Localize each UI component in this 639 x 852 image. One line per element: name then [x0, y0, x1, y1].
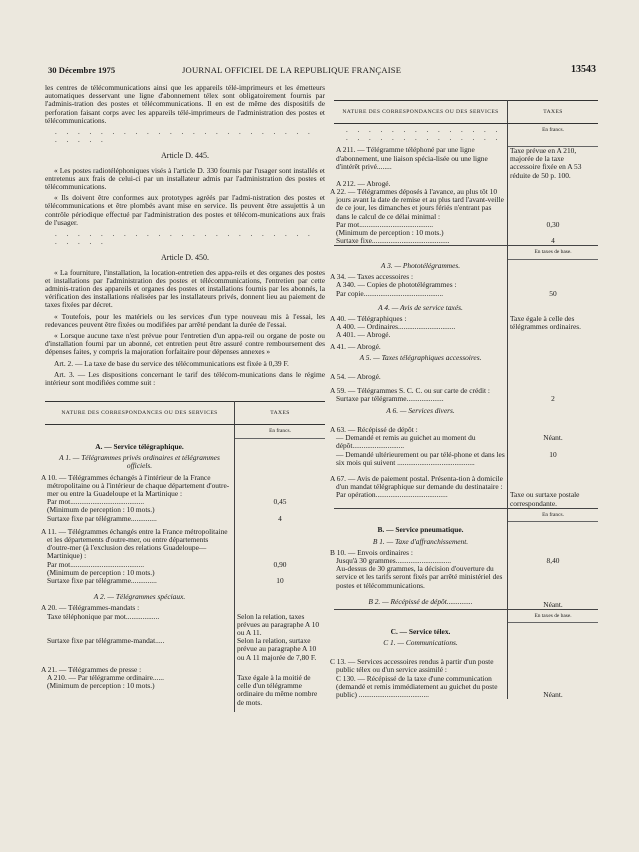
table-row: A 11. — Télégrammes échangés entre la France métropolitaine et les départements d'outre-mer, ou entre départements d'outre-mer (à l'exclusion des relations Guadeloupe—Martinique) :: [45, 523, 235, 561]
table-row: A 59. — Télégrammes S. C. C. ou sur carte de crédit :: [334, 381, 508, 395]
header-page-number: 13543: [571, 64, 596, 75]
subsection-heading: A 2. — Télégrammes spéciaux.: [93, 592, 186, 602]
table-row: Au-dessus de 30 grammes, la décision d'ouverture du service et les tarifs seront fixés par arrêté ministériel des postes et télécommunications.: [334, 565, 508, 590]
page-header: [48, 66, 596, 78]
table-row: A 211. — Télégramme téléphoné par une ligne d'abonnement, une liaison spécia-lisée ou une ligne d'intérêt privé........: [334, 146, 508, 179]
tax-value: 0,30: [546, 219, 560, 229]
tariff-table-left: [41, 401, 325, 712]
section-heading: A. — Service télégraphique.: [95, 442, 184, 451]
table-row: A 63. — Récépissé de dépôt :: [334, 418, 508, 434]
table-row: Par mot........................................: [45, 498, 235, 506]
table-row: Par mot........................................: [45, 561, 235, 569]
tax-value: 2: [551, 394, 555, 404]
subsection-heading: A 3. — Phototélégrammes.: [380, 261, 461, 271]
table-row: Surtaxe fixe par télégramme..............: [45, 515, 235, 523]
article-heading: Article D. 445.: [161, 151, 209, 161]
section-heading: B. — Service pneumatique.: [377, 525, 464, 535]
col-header-nature: NATURE DES CORRESPONDANCES OU DES SERVICES: [45, 402, 235, 425]
subsection-heading: A 6. — Services divers.: [386, 405, 455, 415]
section-heading: C. — Service télex.: [390, 626, 451, 636]
table-row: C 130. — Récépissé de la taxe d'une communication (demandé et remis immédiatement au guichet du poste public) ......................................: [334, 675, 508, 700]
tax-value: Néant.: [543, 689, 563, 699]
unit-label: En taxes de base.: [508, 610, 599, 623]
ellipsis-dots: . . . . . . . . . . . . . . . . . . . . . . . . . . . .: [55, 128, 314, 145]
table-row: A 20. — Télégrammes-mandats :: [45, 604, 235, 612]
table-row: A 67. — Avis de paiement postal. Présenta-tion à domicile d'un mandat télégraphique sur demande du destinataire :: [334, 467, 508, 491]
table-row: Jusqu'à 30 grammes..............................: [334, 557, 508, 565]
table-row: Par mot........................................: [334, 221, 508, 229]
table-row: A 34. — Taxes accessoires :: [334, 273, 508, 281]
table-row: Surtaxe par télégramme....................: [334, 395, 508, 403]
paragraph: « Les postes radiotéléphoniques visés à l'article D. 330 fournis par l'usager sont installés et entretenus aux frais de celui-ci par un installateur admis par l'administration des postes et télécommunications.: [45, 165, 325, 192]
unit-label: En taxes de base.: [508, 246, 599, 259]
tax-value: Néant.: [543, 433, 563, 443]
tax-value: Selon la relation, taxes prévues au paragraphe A 10 ou A 11.: [237, 611, 320, 638]
table-row: Par copie...........................................: [334, 290, 508, 298]
col-header-taxes: TAXES: [508, 101, 599, 124]
table-row: A 41. — Abrogé.: [334, 340, 508, 351]
tax-value: 10: [549, 449, 557, 459]
ellipsis-dots: . . . . . . . . . . . . . . . . . . . . . . . . . . . .: [55, 230, 314, 247]
table-row: A 400. — Ordinaires...............................: [334, 323, 508, 331]
right-column: [330, 100, 598, 699]
table-row: A 22. — Télégrammes déposés à l'avance, au plus tôt 10 jours avant la date de remise et au plus tard l'avant-veille de ce jour, les dimanches et jours fériés n'entrant pas dans le calcul de ce délai minimal :: [334, 188, 508, 221]
table-row: Taxe téléphonique par mot..................: [45, 613, 235, 638]
col-header-nature: NATURE DES CORRESPONDANCES OU DES SERVICES: [334, 101, 508, 124]
tax-value: 8,40: [546, 556, 560, 566]
paragraph: « Toutefois, pour les matériels ou les services d'un type nouveau mis à l'essai, les redevances peuvent être fixées ou modifiées par arrêté pendant la durée de l'essai.: [45, 311, 325, 329]
subsection-heading: B 2. — Récépissé de dépôt..............: [368, 596, 473, 606]
paragraph: « Ils doivent être conformes aux prototypes agréés par l'admi-nistration des postes et télécommunications et être plombés avant mise en service. Ils peuvent être assujettis à un contrôle périodique effectué par l'administration des postes et télécom-munications aux frais de l'usager.: [45, 193, 325, 227]
tax-value: 4: [278, 513, 282, 523]
header-title: JOURNAL OFFICIEL DE LA REPUBLIQUE FRANÇAISE: [182, 65, 402, 75]
article-heading: Article D. 450.: [161, 253, 209, 263]
table-row: A 210. — Par télégramme ordinaire......: [45, 674, 235, 682]
table-row: C 13. — Services accessoires rendus à partir d'un poste public télex ou d'un service assimilé :: [334, 650, 508, 674]
table-row: B 10. — Envois ordinaires :: [334, 549, 508, 557]
unit-label: En francs.: [508, 508, 599, 521]
tax-value: Taxe prévue en A 210, majorée de la taxe accessoire fixée en A 53 réduite de 50 p. 100.: [510, 145, 582, 180]
unit-label: En francs.: [508, 124, 599, 147]
table-row: (Minimum de perception : 10 mots.): [45, 682, 235, 712]
table-row: (Minimum de perception : 10 mots.): [334, 229, 508, 237]
tax-value: Selon la relation, surtaxe prévue au paragraphe A 10 ou A 11 majorée de 7,80 F.: [237, 636, 317, 662]
col-header-taxes: TAXES: [235, 402, 326, 425]
table-row: (Minimum de perception : 10 mots.): [45, 569, 235, 577]
paragraph: « Lorsque aucune taxe n'est prévue pour l'entretien d'un appa-reil ou organe de poste ou d'installation fourni par un abonné, cet entretien peut être assuré contre remboursement des dépenses faites, y compris la majoration forfaitaire pour dépenses annexes »: [45, 331, 325, 357]
subsection-heading: C 1. — Communications.: [383, 637, 458, 647]
tax-value: 4: [508, 237, 599, 246]
subsection-heading: B 1. — Taxe d'affranchissement.: [372, 536, 469, 546]
paragraph: « La fourniture, l'installation, la location-entretien des appa-reils et des organes des postes et installations par l'administration des postes et télécommunications, l'entretien par cette adminis-tration des appareils et organes des postes et installations fournis par les abonnés, la vérification des installations réalisées par les installateurs privés, donnent lieu au paiement de taxes fixées par décret.: [45, 267, 325, 310]
header-date: 30 Décembre 1975: [48, 65, 116, 75]
table-row: Surtaxe fixe par télégramme..............: [45, 577, 235, 585]
table-row: A 10. — Télégrammes échangés à l'intérieur de la France métropolitaine ou à l'intérieur de chaque département d'outre-mer ou entre la Guadeloupe et la Martinique :: [45, 474, 235, 499]
table-row: A 21. — Télégrammes de presse :: [45, 662, 235, 674]
subsection-heading: A 4. — Avis de service taxés.: [378, 302, 463, 312]
table-row: — Demandé ultérieurement ou par télé-phone et dans les six mois qui suivent ..........................................: [334, 451, 508, 467]
ellipsis-dots: . . . . . . . . . . . . . . . . . . . . . . . . . . . .: [346, 126, 502, 143]
paragraph: les centres de télécommunications ainsi que les appareils télé-imprimeurs et les émetteurs automatiques desservant une ligne d'abonnement télex sont obligatoirement fournis par l'adminis-tration des postes et télécommunications. Il en est de même des dispositifs de perforation faisant corps avec les appareils télé-imprimeurs de l'administration des postes et télécommunications.: [45, 83, 325, 125]
tax-value: Taxe ou surtaxe postale correspondante.: [508, 491, 599, 508]
paragraph: Art. 3. — Les dispositions concernant le tarif des télécom-munications dans le régime intérieur sont modifiées comme suit :: [45, 369, 325, 388]
table-row: — Demandé et remis au guichet au moment du dépôt............................: [334, 434, 508, 450]
tax-value: 10: [276, 576, 284, 586]
table-row: (Minimum de perception : 10 mots.): [45, 506, 235, 514]
tax-value: 0,45: [273, 497, 287, 507]
subsection-heading: A 1. — Télégrammes privés ordinaires et télégrammes officiels.: [59, 453, 220, 471]
left-column: [41, 83, 325, 712]
unit-label: En francs.: [235, 425, 326, 438]
paragraph: Art. 2. — La taxe de base du service des télécommunications est fixée à 0,39 F.: [54, 358, 289, 368]
tax-value: 50: [549, 288, 557, 298]
tax-value: Taxe égale à la moitié de celle d'un télégramme ordinaire du même nombre de mots.: [237, 673, 318, 707]
table-row: A 54. — Abrogé.: [334, 365, 508, 381]
table-row: Surtaxe fixe par télégramme-mandat.....: [45, 637, 235, 662]
table-row: A 212. — Abrogé.: [334, 180, 508, 188]
tax-value: Néant.: [508, 590, 599, 610]
table-row: A 340. — Copies de phototélégrammes :: [334, 281, 508, 289]
table-row: Surtaxe fixe..........................................: [334, 237, 508, 246]
table-row: A 40. — Télégraphiques :: [334, 315, 508, 323]
tax-value: 0,90: [273, 559, 287, 569]
table-row: A 401. — Abrogé.: [334, 331, 508, 339]
table-row: Par opération.......................................: [334, 491, 508, 508]
tariff-table-right: [330, 100, 598, 699]
subsection-heading: A 5. — Taxes télégraphiques accessoires.: [359, 352, 482, 362]
tax-value: Taxe égale à celle des télégrammes ordinaires.: [510, 314, 582, 332]
